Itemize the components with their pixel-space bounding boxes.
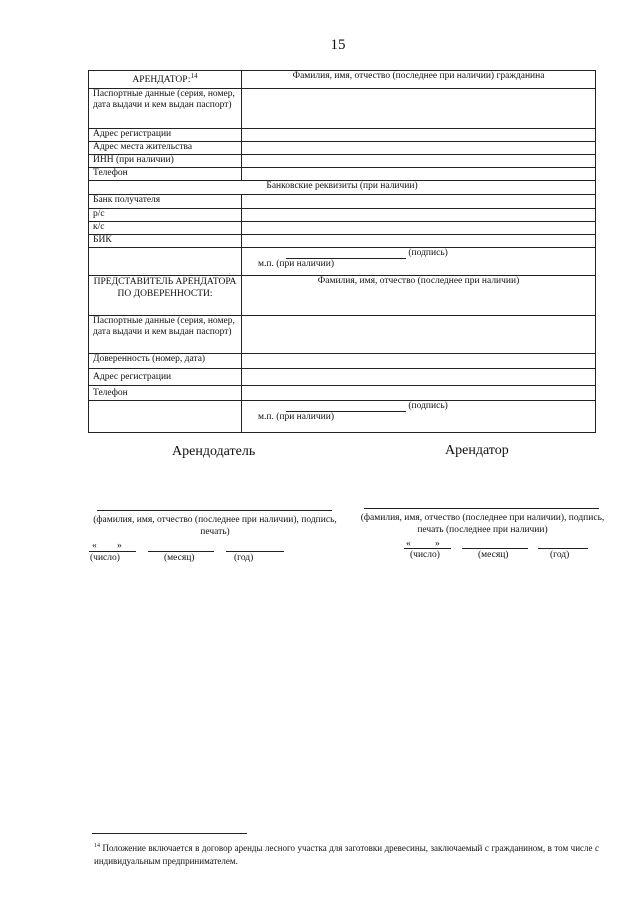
footnote-text: Положение включается в договор аренды лесного участка для заготовки древесины, заключаемый с гражданином, в том числе с индивидуальным предпринимателем. bbox=[94, 843, 600, 866]
inn-label: ИНН (при наличии) bbox=[89, 155, 242, 168]
representative-label: ПРЕДСТАВИТЕЛЬ АРЕНДАТОРА ПО ДОВЕРЕННОСТИ: bbox=[89, 276, 242, 316]
power-of-attorney-value[interactable] bbox=[242, 354, 596, 369]
corr-account-label: к/с bbox=[89, 222, 242, 235]
tenant-day-line[interactable] bbox=[404, 548, 451, 549]
rep-signature-empty-cell bbox=[89, 401, 242, 433]
tenant-year-line[interactable] bbox=[538, 548, 588, 549]
tenant-month-line[interactable] bbox=[462, 548, 528, 549]
footnote-ref: 14 bbox=[190, 72, 198, 80]
tenant-year-label: (год) bbox=[550, 550, 570, 560]
signature-empty-cell bbox=[89, 248, 242, 276]
inn-value[interactable] bbox=[242, 155, 596, 168]
fio-header: Фамилия, имя, отчество (последнее при наличии) гражданина bbox=[242, 71, 596, 89]
tenant-label-cell bbox=[89, 71, 242, 89]
tenant-heading: Арендатор bbox=[445, 443, 509, 458]
signature-cell bbox=[242, 248, 596, 276]
landlord-day-label: (число) bbox=[90, 553, 120, 563]
phone-label: Телефон bbox=[89, 168, 242, 181]
rep-signature-cell bbox=[242, 401, 596, 433]
passport-value[interactable] bbox=[242, 89, 596, 129]
tenant-details-table bbox=[88, 70, 596, 433]
landlord-heading: Арендодатель bbox=[172, 444, 256, 459]
footnote-rule bbox=[92, 833, 247, 834]
rep-phone-value[interactable] bbox=[242, 386, 596, 401]
tenant-quote-close: » bbox=[435, 539, 440, 549]
rep-passport-value[interactable] bbox=[242, 316, 596, 354]
signature-line[interactable] bbox=[286, 248, 406, 259]
rep-signature-label: (подпись) bbox=[408, 401, 448, 411]
page-number: 15 bbox=[330, 37, 346, 53]
landlord-quote-close: » bbox=[117, 541, 122, 551]
tenant-month-label: (месяц) bbox=[478, 550, 509, 560]
tenant-label: АРЕНДАТОР: bbox=[132, 75, 191, 86]
rep-signature-line[interactable] bbox=[286, 401, 406, 412]
tenant-signature-line[interactable] bbox=[364, 508, 599, 509]
signature-label: (подпись) bbox=[408, 248, 448, 258]
registration-value[interactable] bbox=[242, 129, 596, 142]
registration-label: Адрес регистрации bbox=[89, 129, 242, 142]
signature-row bbox=[246, 248, 591, 259]
rep-phone-label: Телефон bbox=[89, 386, 242, 401]
bank-details-header: Банковские реквизиты (при наличии) bbox=[89, 181, 596, 195]
passport-label: Паспортные данные (серия, номер, дата выдачи и кем выдан паспорт) bbox=[89, 89, 242, 129]
tenant-quote-open: « bbox=[406, 539, 411, 549]
phone-value[interactable] bbox=[242, 168, 596, 181]
landlord-month-line[interactable] bbox=[148, 551, 214, 552]
landlord-caption: (фамилия, имя, отчество (последнее при наличии), подпись, печать) bbox=[93, 515, 337, 537]
rep-signature-row bbox=[246, 401, 591, 412]
bik-label: БИК bbox=[89, 235, 242, 248]
bik-value[interactable] bbox=[242, 235, 596, 248]
account-value[interactable] bbox=[242, 209, 596, 222]
rep-registration-value[interactable] bbox=[242, 369, 596, 386]
rep-registration-label: Адрес регистрации bbox=[89, 369, 242, 386]
bank-value[interactable] bbox=[242, 195, 596, 209]
residence-label: Адрес места жительства bbox=[89, 142, 242, 155]
residence-value[interactable] bbox=[242, 142, 596, 155]
corr-account-value[interactable] bbox=[242, 222, 596, 235]
tenant-day-label: (число) bbox=[410, 550, 440, 560]
tenant-caption: (фамилия, имя, отчество (последнее при наличии), подпись, печать (последнее при наличии) bbox=[360, 513, 605, 535]
account-label: р/с bbox=[89, 209, 242, 222]
power-of-attorney-label: Доверенность (номер, дата) bbox=[89, 354, 242, 369]
footnote bbox=[94, 840, 599, 868]
landlord-day-line[interactable] bbox=[89, 551, 136, 552]
landlord-signature-line[interactable] bbox=[97, 510, 332, 511]
footnote-number: 14 bbox=[94, 843, 100, 849]
rep-passport-label: Паспортные данные (серия, номер, дата выдачи и кем выдан паспорт) bbox=[89, 316, 242, 354]
landlord-quote-open: « bbox=[92, 541, 97, 551]
rep-stamp-label: м.п. (при наличии) bbox=[258, 412, 334, 422]
bank-label: Банк получателя bbox=[89, 195, 242, 209]
landlord-month-label: (месяц) bbox=[164, 553, 195, 563]
rep-fio-header: Фамилия, имя, отчество (последнее при наличии) bbox=[242, 276, 596, 316]
landlord-year-label: (год) bbox=[234, 553, 254, 563]
stamp-label: м.п. (при наличии) bbox=[258, 259, 334, 269]
landlord-year-line[interactable] bbox=[226, 551, 284, 552]
